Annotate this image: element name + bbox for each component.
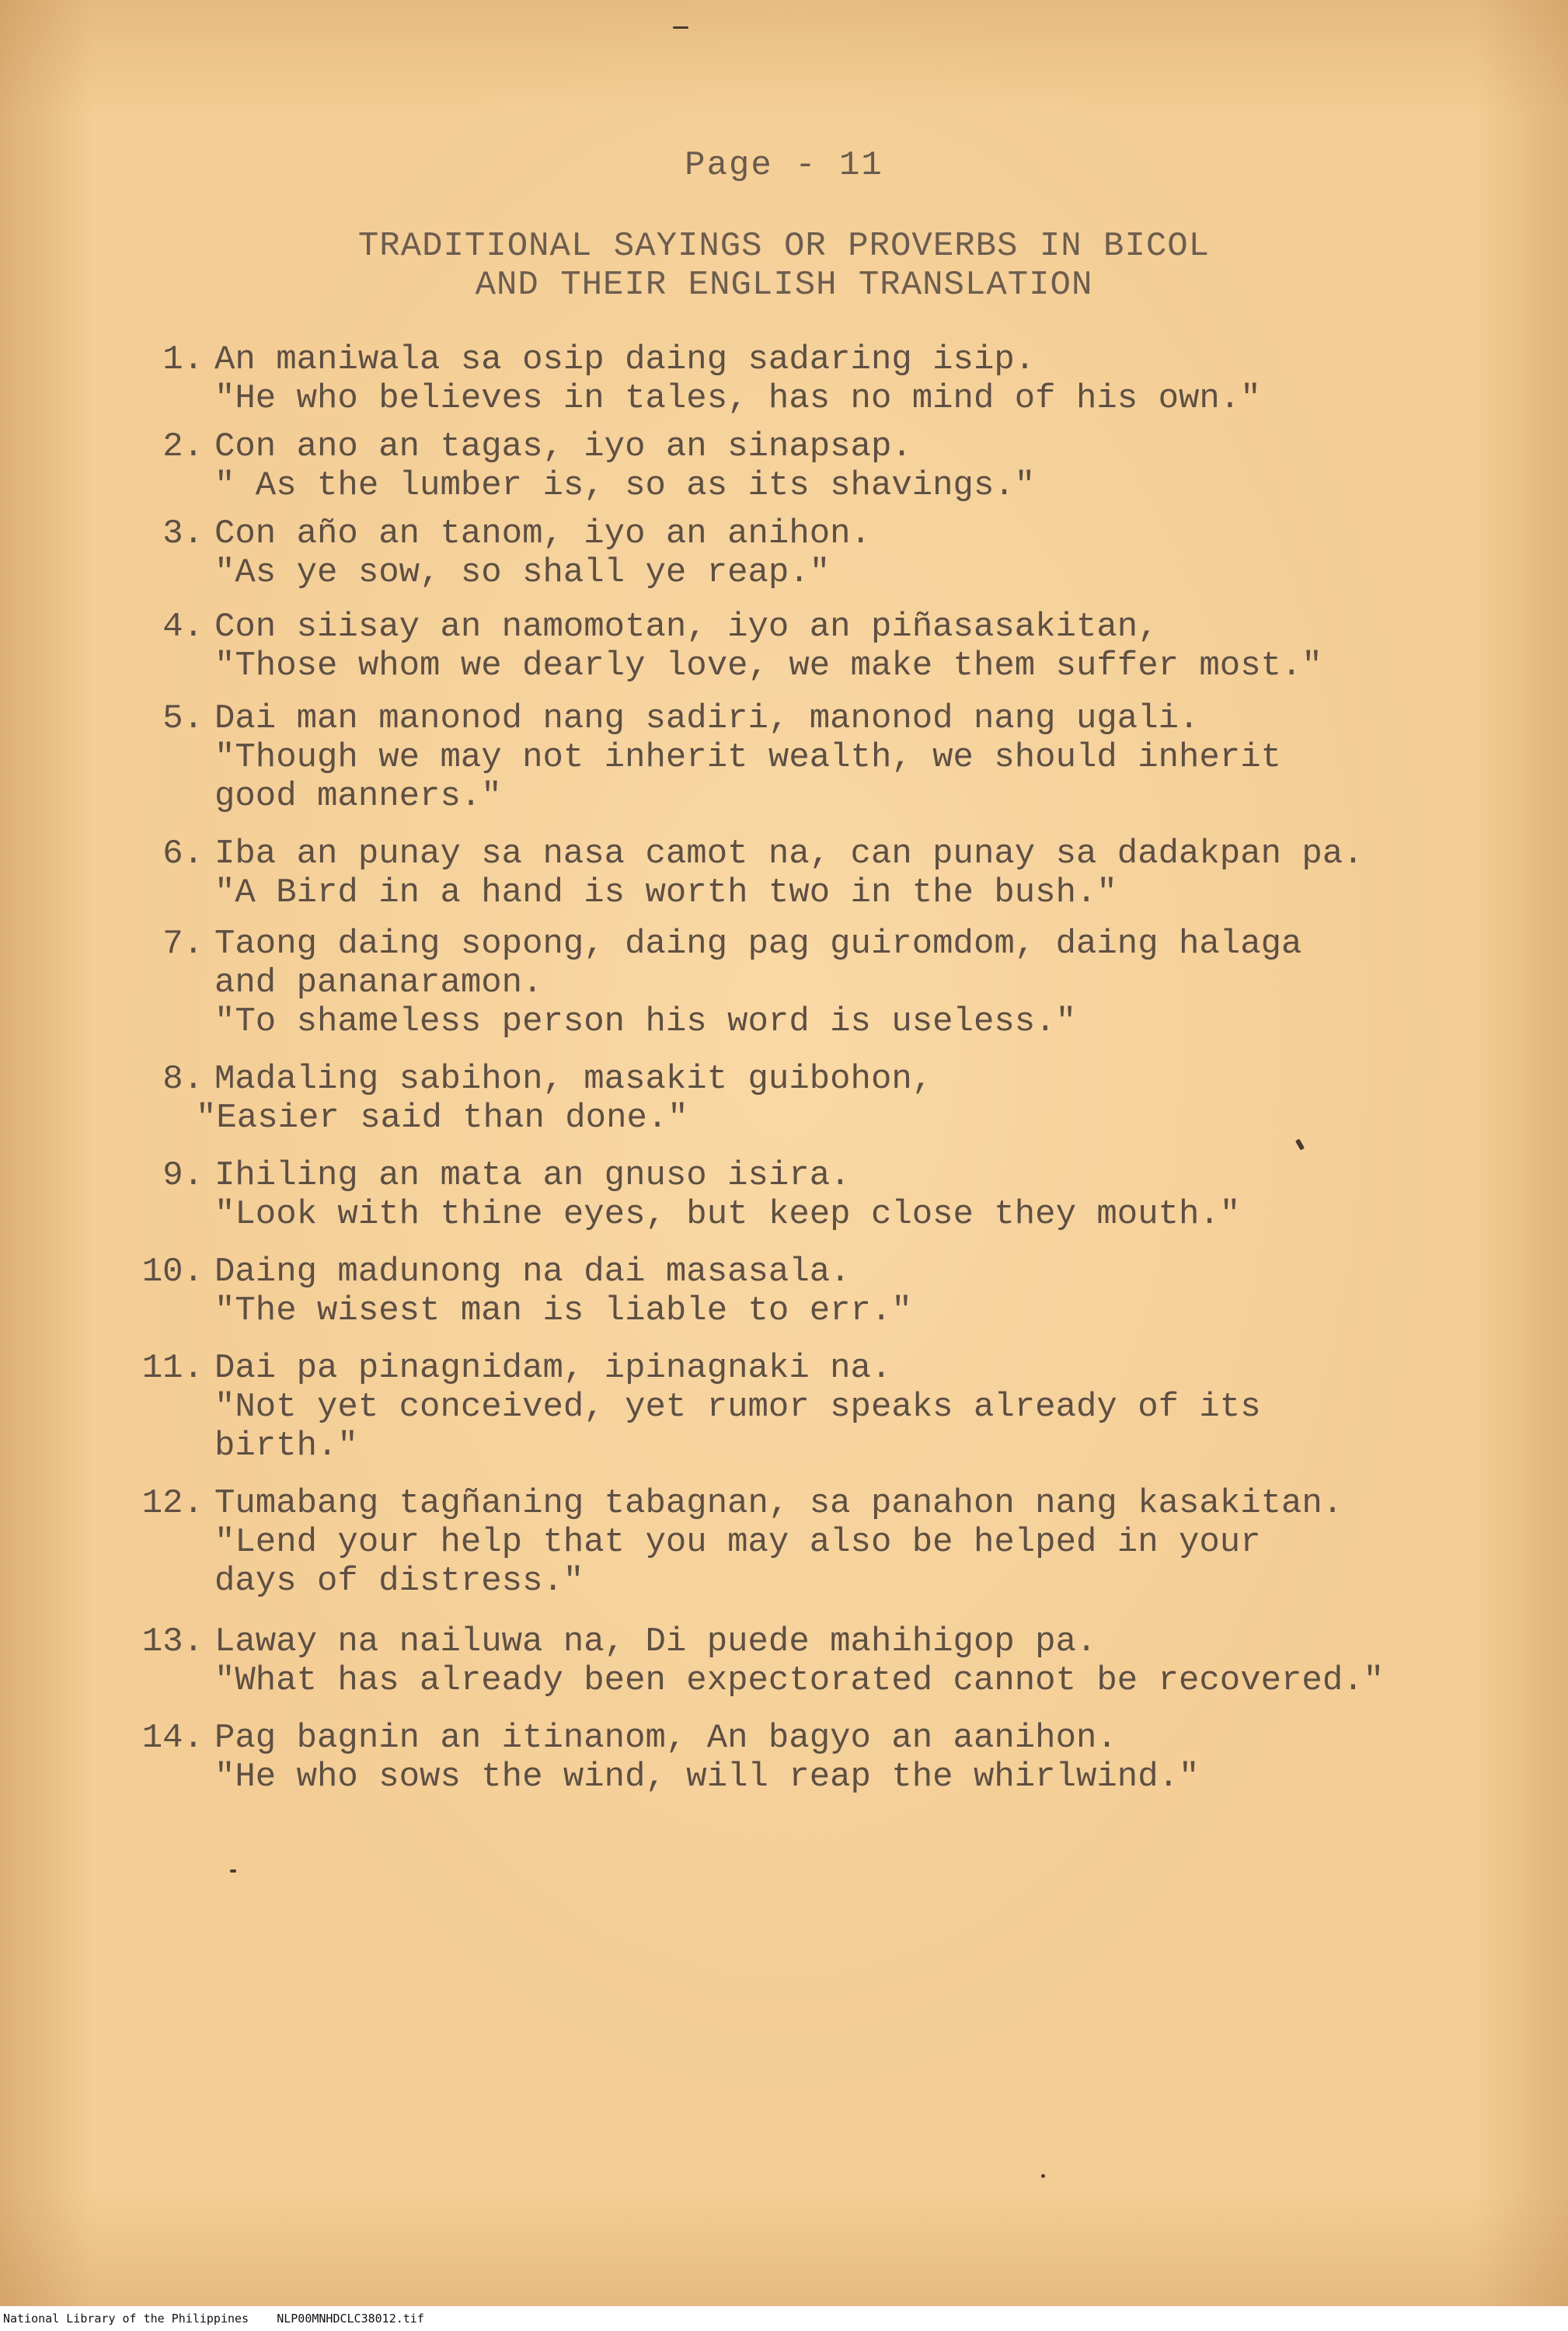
footer-library: National Library of the Philippines	[3, 2312, 249, 2326]
proverb-item	[140, 699, 1476, 816]
proverb-number: 14.	[141, 1719, 204, 1758]
proverb-bicol: Madaling sabihon, masakit guibohon,	[214, 1060, 933, 1099]
proverb-bicol: Taong daing sopong, daing pag guiromdom, daing halaga	[214, 925, 1302, 963]
proverb-item	[140, 1622, 1476, 1700]
proverb-number: 9.	[162, 1156, 204, 1195]
proverb-item	[140, 1349, 1476, 1465]
paper-speck	[1041, 2174, 1045, 2178]
proverb-item	[140, 427, 1476, 505]
proverb-item	[140, 608, 1476, 685]
document-title	[0, 227, 1568, 305]
proverb-english: birth."	[214, 1427, 358, 1465]
proverb-item	[140, 1719, 1476, 1796]
proverb-number: 5.	[162, 699, 204, 738]
proverb-english: "What has already been expectorated cannot be recovered."	[214, 1661, 1385, 1700]
proverb-english: "Not yet conceived, yet rumor speaks already of its	[214, 1388, 1261, 1427]
proverb-number: 4.	[162, 608, 204, 646]
title-line-1: TRADITIONAL SAYINGS OR PROVERBS IN BICOL	[357, 227, 1211, 266]
proverb-english: good manners."	[214, 777, 502, 816]
proverb-english: "To shameless person his word is useless."	[214, 1002, 1076, 1041]
proverb-english: "A Bird in a hand is worth two in the bush."	[214, 873, 1117, 912]
proverb-item	[140, 925, 1476, 1041]
proverb-english: "Look with thine eyes, but keep close they mouth."	[214, 1195, 1241, 1234]
proverb-number: 10.	[141, 1253, 204, 1291]
proverb-item	[140, 1060, 1476, 1138]
proverb-bicol: Dai pa pinagnidam, ipinagnaki na.	[214, 1349, 892, 1388]
proverb-bicol: Con ano an tagas, iyo an sinapsap.	[214, 427, 912, 466]
paper-speck	[230, 1869, 236, 1873]
proverb-bicol: Tumabang tagñaning tabagnan, sa panahon nang kasakitan.	[214, 1484, 1343, 1523]
proverb-bicol: An maniwala sa osip daing sadaring isip.	[214, 340, 1036, 379]
proverb-bicol: Pag bagnin an itinanom, An bagyo an aanihon.	[214, 1719, 1117, 1758]
title-line-2: AND THEIR ENGLISH TRANSLATION	[475, 266, 1093, 305]
proverb-english: "The wisest man is liable to err."	[214, 1291, 912, 1330]
proverb-item	[140, 514, 1476, 592]
proverb-english: "Easier said than done."	[196, 1099, 688, 1138]
proverb-bicol: Daing madunong na dai masasala.	[214, 1253, 851, 1291]
proverb-bicol: Con siisay an namomotan, iyo an piñasasakitan,	[214, 608, 1159, 646]
page-number: Page - 11	[685, 146, 883, 185]
scan-footer	[0, 2306, 1568, 2331]
proverb-english: "He who sows the wind, will reap the whirlwind."	[214, 1758, 1200, 1796]
proverb-bicol: Iba an punay sa nasa camot na, can punay sa dadakpan pa.	[214, 834, 1364, 873]
proverb-bicol: Ihiling an mata an gnuso isira.	[214, 1156, 851, 1195]
proverb-number: 11.	[141, 1349, 204, 1388]
proverb-number: 8.	[162, 1060, 204, 1099]
proverb-number: 7.	[162, 925, 204, 963]
proverb-item	[140, 1156, 1476, 1234]
proverb-bicol: Con año an tanom, iyo an anihon.	[214, 514, 871, 553]
proverb-item	[140, 1253, 1476, 1330]
proverb-number: 3.	[162, 514, 204, 553]
proverb-english: " As the lumber is, so as its shavings."	[214, 466, 1036, 505]
proverb-item	[140, 1484, 1476, 1601]
proverb-english: days of distress."	[214, 1562, 584, 1601]
proverb-bicol: and pananaramon.	[214, 963, 543, 1002]
proverb-number: 2.	[162, 427, 204, 466]
proverb-number: 6.	[162, 834, 204, 873]
proverb-bicol: Laway na nailuwa na, Di puede mahihigop pa.	[214, 1622, 1097, 1661]
proverb-item	[140, 834, 1476, 912]
proverb-english: "Though we may not inherit wealth, we should inherit	[214, 738, 1282, 777]
proverb-english: "Lend your help that you may also be helped in your	[214, 1523, 1261, 1562]
proverb-list	[140, 340, 1476, 1806]
proverb-english: "As ye sow, so shall ye reap."	[214, 553, 831, 592]
paper-speck	[673, 26, 688, 29]
footer-filename: NLP00MNHDCLC38012.tif	[277, 2312, 424, 2326]
proverb-number: 1.	[162, 340, 204, 379]
proverb-english: "He who believes in tales, has no mind of his own."	[214, 379, 1261, 418]
proverb-number: 12.	[141, 1484, 204, 1523]
proverb-english: "Those whom we dearly love, we make them suffer most."	[214, 646, 1322, 685]
proverb-bicol: Dai man manonod nang sadiri, manonod nang ugali.	[214, 699, 1200, 738]
proverb-item	[140, 340, 1476, 418]
proverb-number: 13.	[141, 1622, 204, 1661]
